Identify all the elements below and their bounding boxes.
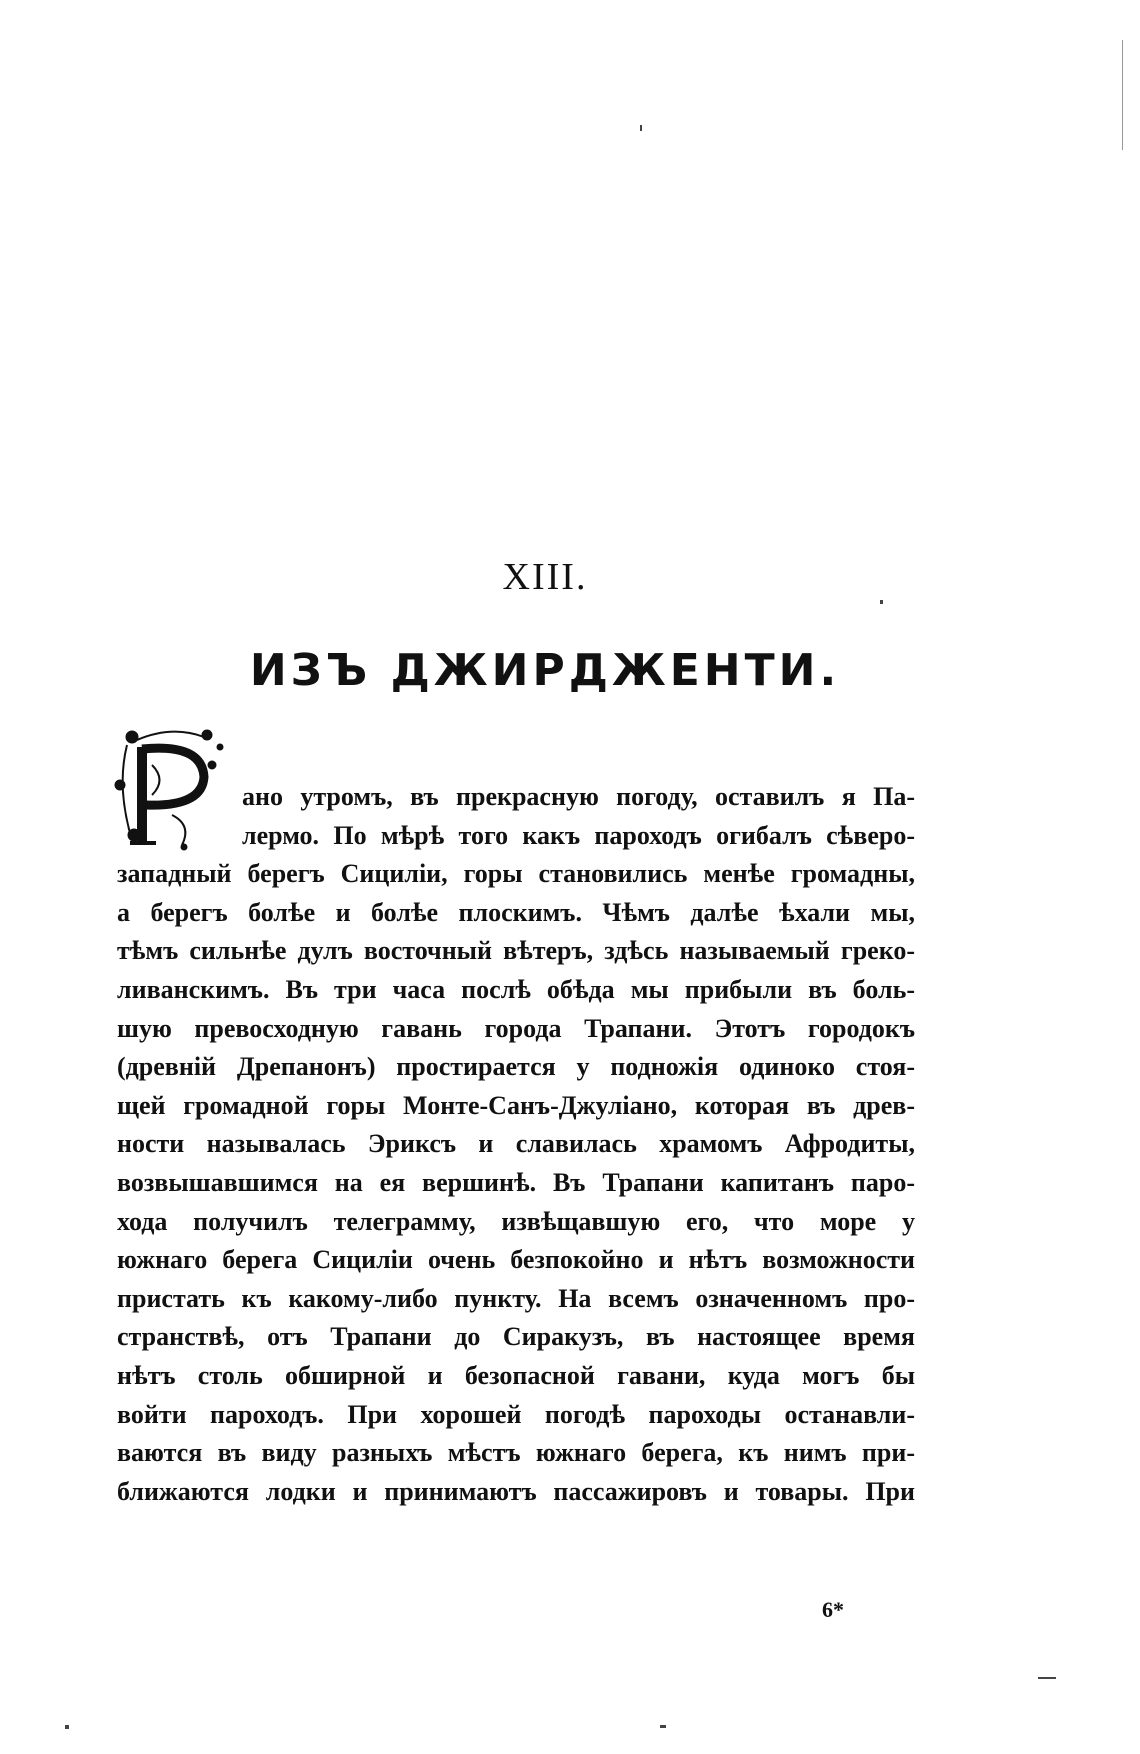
scan-speck (660, 1725, 666, 1728)
scan-speck (1122, 40, 1123, 150)
text-line: шую превосходную гавань города Трапани. Этотъ городокъ (117, 1013, 915, 1043)
text-line: тѣмъ сильнѣе дулъ восточный вѣтеръ, здѣсь называемый греко- (117, 936, 915, 966)
text-line: ности называлась Эриксъ и славилась храмомъ Афродиты, (117, 1129, 915, 1159)
text-line: ваются въ виду разныхъ мѣстъ южнаго берега, къ нимъ при- (117, 1438, 915, 1468)
text-line: возвышавшимся на ея вершинѣ. Въ Трапани капитанъ паро- (117, 1167, 915, 1197)
text-line: пристать къ какому-либо пункту. На всемъ означенномъ про- (117, 1283, 915, 1313)
text-line: а берегъ болѣе и болѣе плоскимъ. Чѣмъ далѣе ѣхали мы, (117, 897, 915, 927)
signature-mark: 6* (822, 1597, 844, 1622)
scan-speck (640, 125, 642, 131)
text-line: южнаго берега Сициліи очень безпокойно и нѣтъ возможности (117, 1245, 915, 1275)
chapter-text (117, 778, 915, 1511)
text-line: лермо. По мѣрѣ того какъ пароходъ огибалъ сѣверо- (242, 820, 915, 850)
text-line: войти пароходъ. При хорошей погодѣ пароходы останавли- (117, 1399, 915, 1429)
scan-speck (65, 1725, 69, 1729)
chapter-title: ИЗЪ ДЖИРДЖЕНТИ. (249, 645, 841, 696)
text-line: хода получилъ телеграмму, извѣщавшую его, что море у (117, 1206, 915, 1236)
text-line: западный берегъ Сициліи, горы становились менѣе громадны, (117, 859, 915, 889)
chapter-number: XIII. (502, 556, 588, 598)
scan-speck (880, 600, 883, 604)
text-line: щей громадной горы Монте-Санъ-Джуліано, которая въ древ- (117, 1090, 915, 1120)
text-line: (древній Дрепанонъ) простирается у подножія одиноко стоя- (117, 1052, 915, 1082)
text-line: ближаются лодки и принимаютъ пассажировъ и товары. При (117, 1476, 915, 1506)
text-line: нѣтъ столь обширной и безопасной гавани, куда могъ бы (117, 1360, 915, 1390)
text-line: странствѣ, отъ Трапани до Сиракузъ, въ настоящее время (117, 1322, 915, 1352)
scan-speck (1038, 1677, 1056, 1679)
text-line: ливанскимъ. Въ три часа послѣ обѣда мы прибыли въ боль- (117, 974, 915, 1004)
text-line: ано утромъ, въ прекрасную погоду, оставилъ я Па- (242, 782, 915, 811)
